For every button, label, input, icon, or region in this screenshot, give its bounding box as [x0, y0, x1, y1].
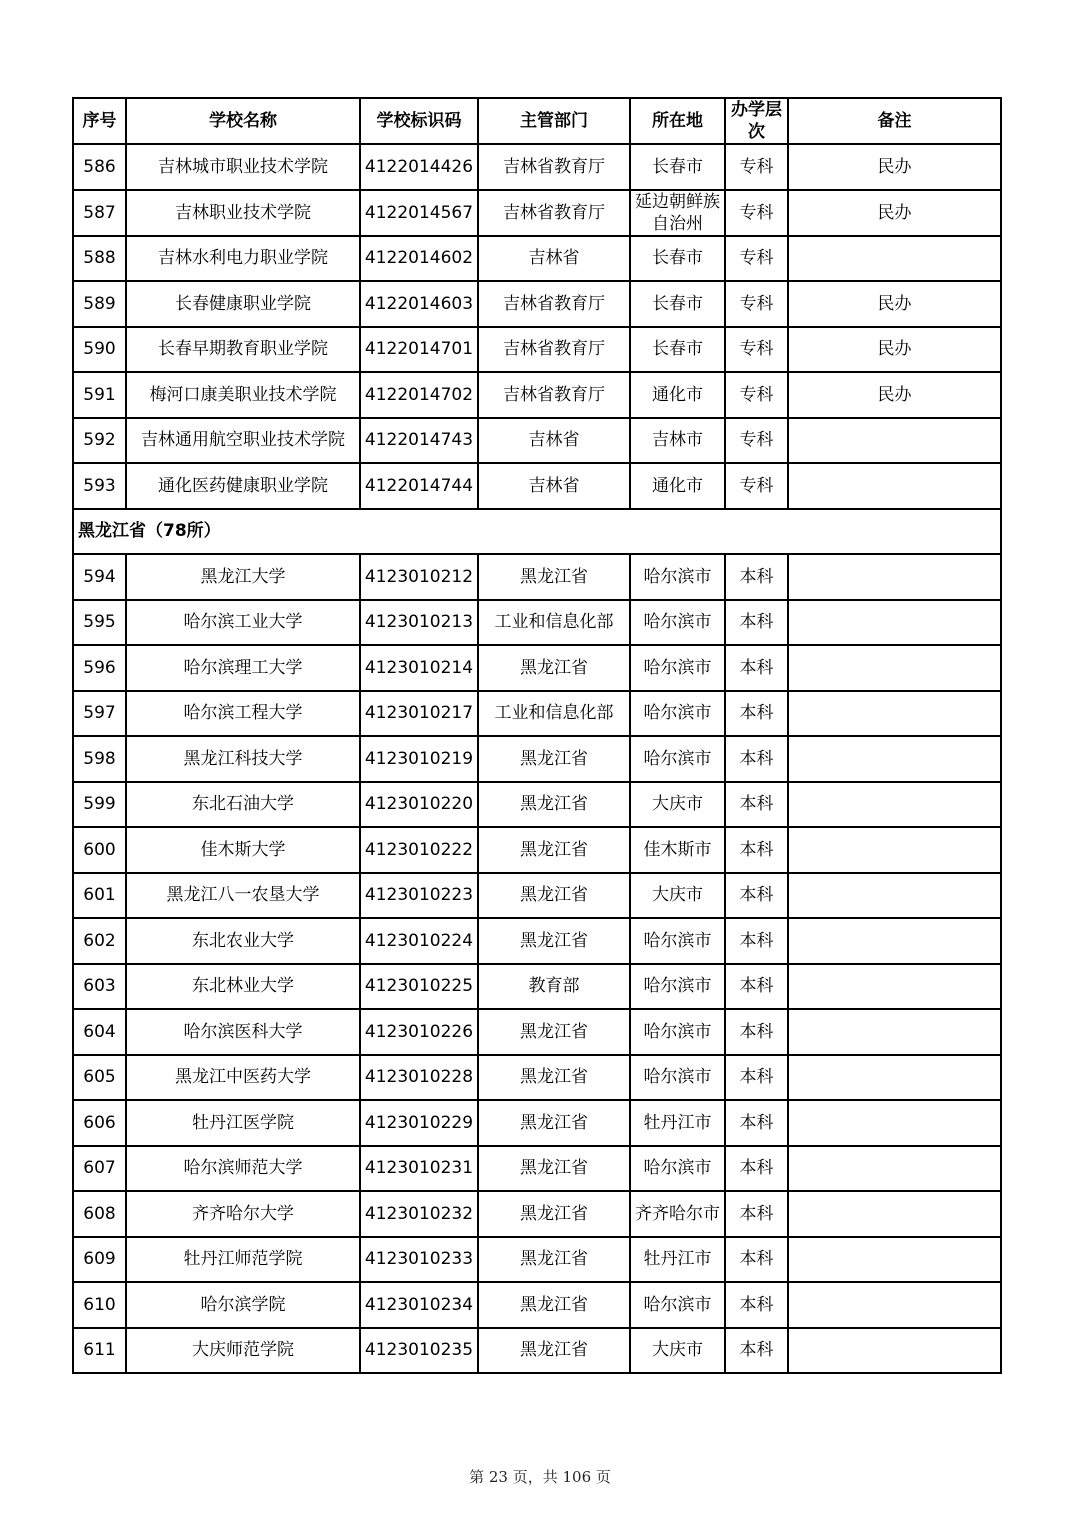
location-text: 哈尔滨市: [643, 976, 712, 997]
cell-school-code: 4122014603: [360, 281, 478, 327]
cell-school-name: 哈尔滨医科大学: [126, 1009, 360, 1055]
cell-department: 工业和信息化部: [478, 691, 630, 737]
cell-school-code: 4123010222: [360, 827, 478, 873]
cell-location: [630, 1055, 725, 1101]
cell-school-code: 4123010228: [360, 1055, 478, 1101]
cell-remarks: [788, 554, 1001, 600]
cell-remarks: [788, 918, 1001, 964]
table-header-row: [73, 98, 1001, 144]
header-level: 办学层次: [725, 98, 788, 144]
cell-location: [630, 327, 725, 373]
header-school-name: 学校名称: [126, 98, 360, 144]
cell-remarks: [788, 1237, 1001, 1283]
table-row: [73, 1328, 1001, 1374]
table-row: [73, 463, 1001, 509]
cell-remarks: [788, 1100, 1001, 1146]
cell-location: [630, 964, 725, 1010]
cell-remarks: [788, 1191, 1001, 1237]
cell-remarks: [788, 1282, 1001, 1328]
cell-location: [630, 1009, 725, 1055]
cell-location: [630, 190, 725, 236]
cell-school-code: 4123010224: [360, 918, 478, 964]
table-row: [73, 418, 1001, 464]
location-text: 佳木斯市: [643, 839, 712, 860]
cell-school-name: 牡丹江医学院: [126, 1100, 360, 1146]
table-row: [73, 372, 1001, 418]
cell-school-name: 长春早期教育职业学院: [126, 327, 360, 373]
cell-school-code: 4123010214: [360, 645, 478, 691]
cell-seq: 608: [73, 1191, 126, 1237]
table-row: [73, 691, 1001, 737]
cell-seq: 594: [73, 554, 126, 600]
cell-department: 吉林省: [478, 463, 630, 509]
cell-school-code: 4122014744: [360, 463, 478, 509]
location-text: 哈尔滨市: [643, 566, 712, 587]
cell-seq: 598: [73, 736, 126, 782]
cell-department: 吉林省教育厅: [478, 190, 630, 236]
cell-school-name: 哈尔滨理工大学: [126, 645, 360, 691]
table-row: [73, 873, 1001, 919]
table-row: [73, 1237, 1001, 1283]
cell-remarks: [788, 1328, 1001, 1374]
cell-school-name: 黑龙江大学: [126, 554, 360, 600]
cell-location: [630, 554, 725, 600]
cell-school-code: 4123010212: [360, 554, 478, 600]
cell-seq: 591: [73, 372, 126, 418]
cell-school-name: 吉林通用航空职业技术学院: [126, 418, 360, 464]
cell-department: 黑龙江省: [478, 1055, 630, 1101]
school-list-table: [72, 97, 1002, 1374]
cell-school-code: 4123010235: [360, 1328, 478, 1374]
location-text: 通化市: [652, 384, 703, 405]
cell-level: 本科: [725, 554, 788, 600]
cell-school-code: 4123010225: [360, 964, 478, 1010]
cell-department: 吉林省: [478, 418, 630, 464]
cell-school-name: 哈尔滨学院: [126, 1282, 360, 1328]
cell-location: [630, 873, 725, 919]
cell-school-name: 东北林业大学: [126, 964, 360, 1010]
cell-location: [630, 418, 725, 464]
cell-school-name: 黑龙江八一农垦大学: [126, 873, 360, 919]
cell-seq: 587: [73, 190, 126, 236]
cell-seq: 597: [73, 691, 126, 737]
cell-school-code: 4123010232: [360, 1191, 478, 1237]
cell-remarks: 民办: [788, 327, 1001, 373]
cell-level: 专科: [725, 463, 788, 509]
table-row: [73, 1282, 1001, 1328]
cell-remarks: 民办: [788, 190, 1001, 236]
location-text: 齐齐哈尔市: [635, 1203, 720, 1224]
cell-seq: 592: [73, 418, 126, 464]
cell-location: [630, 1146, 725, 1192]
cell-seq: 607: [73, 1146, 126, 1192]
cell-school-code: 4122014702: [360, 372, 478, 418]
cell-location: [630, 1191, 725, 1237]
cell-school-name: 通化医药健康职业学院: [126, 463, 360, 509]
cell-level: 本科: [725, 1100, 788, 1146]
cell-remarks: [788, 736, 1001, 782]
cell-level: 本科: [725, 1282, 788, 1328]
cell-school-name: 齐齐哈尔大学: [126, 1191, 360, 1237]
cell-seq: 593: [73, 463, 126, 509]
location-text: 通化市: [652, 475, 703, 496]
location-text: 哈尔滨市: [643, 657, 712, 678]
cell-level: 本科: [725, 1146, 788, 1192]
cell-department: 黑龙江省: [478, 645, 630, 691]
page-number-footer: 第 23 页，共 106 页: [469, 1468, 611, 1486]
cell-school-name: 吉林职业技术学院: [126, 190, 360, 236]
cell-department: 工业和信息化部: [478, 600, 630, 646]
cell-department: 黑龙江省: [478, 1237, 630, 1283]
cell-department: 黑龙江省: [478, 918, 630, 964]
location-text: 牡丹江市: [643, 1249, 712, 1270]
location-text: 牡丹江市: [643, 1112, 712, 1133]
cell-location: [630, 463, 725, 509]
table-row: [73, 736, 1001, 782]
cell-location: [630, 1100, 725, 1146]
cell-school-code: 4122014567: [360, 190, 478, 236]
table-row: [73, 1055, 1001, 1101]
cell-remarks: [788, 964, 1001, 1010]
table-row: [73, 1100, 1001, 1146]
cell-department: 教育部: [478, 964, 630, 1010]
cell-school-code: 4122014743: [360, 418, 478, 464]
cell-remarks: [788, 418, 1001, 464]
location-text: 吉林市: [652, 430, 703, 451]
cell-department: 黑龙江省: [478, 554, 630, 600]
cell-school-code: 4122014701: [360, 327, 478, 373]
header-school-code: 学校标识码: [360, 98, 478, 144]
cell-location: [630, 918, 725, 964]
table-row: [73, 1009, 1001, 1055]
table-row: [73, 327, 1001, 373]
cell-remarks: [788, 600, 1001, 646]
cell-level: 专科: [725, 190, 788, 236]
cell-location: [630, 736, 725, 782]
cell-remarks: [788, 1055, 1001, 1101]
table-row: [73, 281, 1001, 327]
table-row: [73, 236, 1001, 282]
table-row: [73, 964, 1001, 1010]
table-row: [73, 827, 1001, 873]
location-text: 哈尔滨市: [643, 930, 712, 951]
cell-seq: 604: [73, 1009, 126, 1055]
cell-remarks: [788, 782, 1001, 828]
cell-school-name: 东北石油大学: [126, 782, 360, 828]
cell-seq: 599: [73, 782, 126, 828]
cell-remarks: 民办: [788, 281, 1001, 327]
location-text: 大庆市: [652, 1340, 703, 1361]
cell-seq: 601: [73, 873, 126, 919]
cell-school-name: 黑龙江科技大学: [126, 736, 360, 782]
cell-department: 黑龙江省: [478, 1328, 630, 1374]
cell-seq: 590: [73, 327, 126, 373]
cell-remarks: [788, 463, 1001, 509]
cell-level: 本科: [725, 1237, 788, 1283]
table-row: [73, 190, 1001, 236]
cell-school-name: 哈尔滨工业大学: [126, 600, 360, 646]
cell-school-code: 4123010217: [360, 691, 478, 737]
cell-level: 本科: [725, 873, 788, 919]
cell-seq: 586: [73, 144, 126, 190]
cell-school-code: 4123010219: [360, 736, 478, 782]
cell-department: 吉林省教育厅: [478, 281, 630, 327]
cell-level: 本科: [725, 918, 788, 964]
cell-level: 本科: [725, 1328, 788, 1374]
cell-school-name: 东北农业大学: [126, 918, 360, 964]
cell-location: [630, 600, 725, 646]
cell-remarks: 民办: [788, 144, 1001, 190]
location-text: 哈尔滨市: [643, 1021, 712, 1042]
cell-department: 黑龙江省: [478, 1009, 630, 1055]
cell-seq: 602: [73, 918, 126, 964]
cell-remarks: [788, 1009, 1001, 1055]
cell-seq: 588: [73, 236, 126, 282]
cell-school-code: 4123010223: [360, 873, 478, 919]
cell-level: 本科: [725, 1191, 788, 1237]
cell-school-code: 4123010233: [360, 1237, 478, 1283]
cell-department: 黑龙江省: [478, 736, 630, 782]
cell-seq: 589: [73, 281, 126, 327]
cell-school-name: 长春健康职业学院: [126, 281, 360, 327]
table-row: [73, 1191, 1001, 1237]
cell-level: 专科: [725, 418, 788, 464]
cell-location: [630, 1237, 725, 1283]
location-text: 长春市: [652, 248, 703, 269]
cell-school-name: 吉林城市职业技术学院: [126, 144, 360, 190]
cell-school-name: 吉林水利电力职业学院: [126, 236, 360, 282]
cell-location: [630, 1328, 725, 1374]
cell-department: 吉林省教育厅: [478, 144, 630, 190]
location-text: 哈尔滨市: [643, 612, 712, 633]
cell-location: [630, 281, 725, 327]
location-text: 长春市: [652, 339, 703, 360]
cell-department: 黑龙江省: [478, 873, 630, 919]
location-text: 长春市: [652, 293, 703, 314]
cell-location: [630, 827, 725, 873]
cell-level: 本科: [725, 964, 788, 1010]
cell-school-code: 4123010231: [360, 1146, 478, 1192]
cell-level: 本科: [725, 691, 788, 737]
cell-seq: 600: [73, 827, 126, 873]
cell-seq: 610: [73, 1282, 126, 1328]
cell-remarks: [788, 645, 1001, 691]
cell-level: 专科: [725, 327, 788, 373]
location-text: 大庆市: [652, 794, 703, 815]
cell-location: [630, 144, 725, 190]
cell-seq: 606: [73, 1100, 126, 1146]
cell-level: 专科: [725, 144, 788, 190]
cell-level: 本科: [725, 827, 788, 873]
cell-location: [630, 691, 725, 737]
cell-level: 本科: [725, 782, 788, 828]
cell-level: 专科: [725, 372, 788, 418]
cell-department: 吉林省: [478, 236, 630, 282]
cell-seq: 605: [73, 1055, 126, 1101]
header-remarks: 备注: [788, 98, 1001, 144]
cell-school-name: 大庆师范学院: [126, 1328, 360, 1374]
section-row: [73, 509, 1001, 555]
table-row: [73, 782, 1001, 828]
cell-level: 专科: [725, 281, 788, 327]
table-row: [73, 600, 1001, 646]
cell-location: [630, 372, 725, 418]
table-row: [73, 918, 1001, 964]
table-row: [73, 144, 1001, 190]
cell-department: 黑龙江省: [478, 827, 630, 873]
location-text: 哈尔滨市: [643, 1294, 712, 1315]
cell-seq: 603: [73, 964, 126, 1010]
table-row: [73, 554, 1001, 600]
cell-school-code: 4123010226: [360, 1009, 478, 1055]
cell-seq: 611: [73, 1328, 126, 1374]
cell-location: [630, 645, 725, 691]
cell-remarks: [788, 236, 1001, 282]
header-location: 所在地: [630, 98, 725, 144]
cell-level: 本科: [725, 1055, 788, 1101]
location-text: 大庆市: [652, 885, 703, 906]
cell-school-name: 梅河口康美职业技术学院: [126, 372, 360, 418]
cell-school-code: 4123010220: [360, 782, 478, 828]
cell-remarks: [788, 1146, 1001, 1192]
header-seq: 序号: [73, 98, 126, 144]
location-text: 哈尔滨市: [643, 1158, 712, 1179]
cell-school-name: 佳木斯大学: [126, 827, 360, 873]
cell-school-name: 牡丹江师范学院: [126, 1237, 360, 1283]
cell-remarks: 民办: [788, 372, 1001, 418]
cell-level: 本科: [725, 645, 788, 691]
cell-remarks: [788, 827, 1001, 873]
cell-level: 专科: [725, 236, 788, 282]
cell-department: 黑龙江省: [478, 782, 630, 828]
cell-department: 黑龙江省: [478, 1191, 630, 1237]
cell-level: 本科: [725, 600, 788, 646]
cell-department: 吉林省教育厅: [478, 327, 630, 373]
cell-school-code: 4123010213: [360, 600, 478, 646]
cell-department: 黑龙江省: [478, 1146, 630, 1192]
cell-department: 黑龙江省: [478, 1100, 630, 1146]
cell-department: 吉林省教育厅: [478, 372, 630, 418]
cell-remarks: [788, 873, 1001, 919]
location-text: 哈尔滨市: [643, 1067, 712, 1088]
cell-school-code: 4123010229: [360, 1100, 478, 1146]
cell-seq: 609: [73, 1237, 126, 1283]
section-label: 黑龙江省（78所）: [73, 509, 1001, 555]
location-text: 长春市: [652, 156, 703, 177]
table-row: [73, 645, 1001, 691]
cell-location: [630, 1282, 725, 1328]
cell-level: 本科: [725, 1009, 788, 1055]
cell-location: [630, 236, 725, 282]
cell-school-name: 黑龙江中医药大学: [126, 1055, 360, 1101]
location-text: 延边朝鲜族自治州: [635, 191, 720, 234]
cell-school-code: 4123010234: [360, 1282, 478, 1328]
location-text: 哈尔滨市: [643, 703, 712, 724]
cell-location: [630, 782, 725, 828]
cell-remarks: [788, 691, 1001, 737]
header-department: 主管部门: [478, 98, 630, 144]
cell-department: 黑龙江省: [478, 1282, 630, 1328]
cell-level: 本科: [725, 736, 788, 782]
cell-school-name: 哈尔滨工程大学: [126, 691, 360, 737]
cell-seq: 595: [73, 600, 126, 646]
cell-seq: 596: [73, 645, 126, 691]
cell-school-code: 4122014602: [360, 236, 478, 282]
location-text: 哈尔滨市: [643, 748, 712, 769]
cell-school-name: 哈尔滨师范大学: [126, 1146, 360, 1192]
table-row: [73, 1146, 1001, 1192]
cell-school-code: 4122014426: [360, 144, 478, 190]
